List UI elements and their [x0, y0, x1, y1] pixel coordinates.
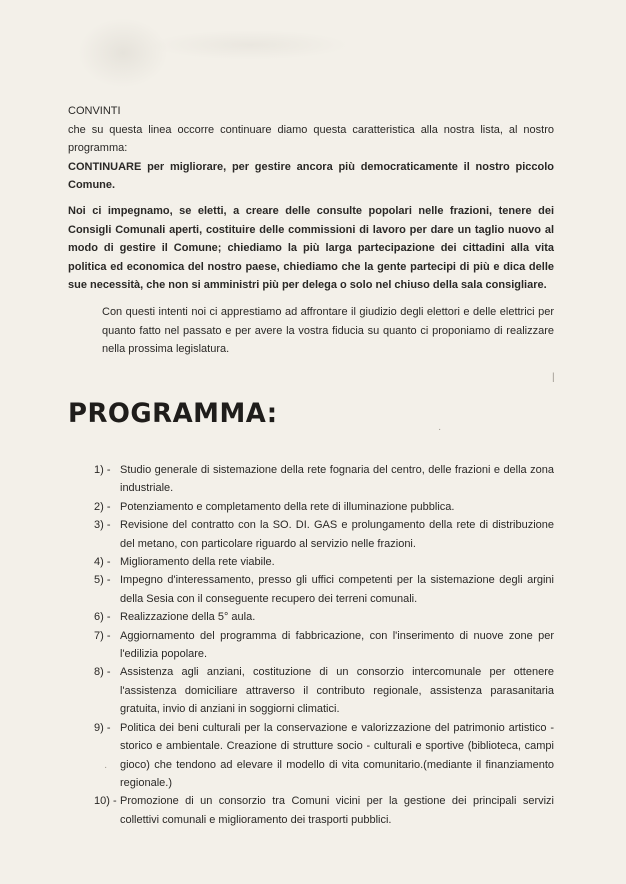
program-item-text: Assistenza agli anziani, costituzione di un consorzio intercomunale per ottenere l'assistenza domiciliare attraverso il contributo regionale, assistenza parasanitaria gratuita, invio di anziani in soggiorni climatici. — [120, 666, 554, 716]
margin-mark: | — [552, 372, 555, 383]
intro-section — [68, 102, 554, 359]
program-item-number: 5) - — [94, 574, 111, 587]
program-item — [94, 516, 554, 553]
program-item-text: Aggiornamento del programma di fabbricazione, con l'inserimento di nuove zone per l'edilizia popolare. — [120, 629, 554, 661]
program-item — [94, 461, 554, 498]
program-item — [94, 627, 554, 664]
program-item-text: Studio generale di sistemazione della rete fognaria del centro, delle frazioni e della zona industriale. — [120, 464, 554, 495]
program-item-number: 1) - — [94, 464, 111, 476]
intro-paragraph-2: CONTINUARE per migliorare, per gestire ancora più democraticamente il nostro piccolo Comune. — [68, 160, 554, 192]
program-item-text: Potenziamento e completamento della rete di illuminazione pubblica. — [120, 500, 455, 513]
program-item-text: Revisione del contratto con la SO. DI. GAS e prolungamento della rete di distribuzione del metano, con particolare riguardo al servizio nelle frazioni. — [120, 519, 554, 550]
program-item-text: Miglioramento della rete viabile. — [120, 556, 275, 569]
program-item — [94, 498, 554, 516]
program-item — [94, 663, 554, 718]
paper-speck: · — [104, 762, 108, 773]
intro-paragraph-4: Con questi intenti noi ci apprestiamo ad affrontare il giudizio degli elettori e delle elettrici per quanto fatto nel passato e per avere la vostra fiducia su quanto ci proponiamo di realizzare nella prossima legislatura. — [102, 305, 554, 356]
program-item-number: 9) - — [94, 721, 111, 734]
program-item-number: 7) - — [94, 629, 111, 642]
program-item-number: 3) - — [94, 519, 111, 532]
paper-speck: · — [438, 424, 442, 435]
program-item — [94, 719, 554, 793]
program-item-number: 2) - — [94, 500, 111, 513]
paper-smudge — [150, 30, 350, 60]
program-item-text: Politica dei beni culturali per la conservazione e valorizzazione del patrimonio artistico - storico e ambientale. Creazione di strutture socio - culturali e sportive (biblioteca, campi gioco) che tendono ad elevare il modello di vita comunitario.(mediante il finanziamento regionale.) — [120, 721, 554, 789]
program-item-text: Impegno d'interessamento, presso gli uffici competenti per la sistemazione degli argini della Sesia con il conseguente recupero dei terreni comunali. — [120, 574, 554, 605]
program-item-text: Realizzazione della 5° aula. — [120, 611, 256, 624]
programma-heading: PROGRAMMA: — [68, 398, 278, 429]
program-item-number: 6) - — [94, 611, 111, 624]
program-item — [94, 792, 554, 829]
program-item-number: 10) - — [94, 795, 117, 808]
program-list — [94, 461, 554, 829]
program-item — [94, 571, 554, 608]
program-item — [94, 553, 554, 571]
program-item-number: 4) - — [94, 556, 111, 569]
convinti-heading: CONVINTI — [68, 105, 121, 117]
program-item-number: 8) - — [94, 666, 111, 679]
intro-paragraph-1: che su questa linea occorre continuare diamo questa caratteristica alla nostra lista, al nostro programma: — [68, 123, 554, 155]
intro-paragraph-3: Noi ci impegnamo, se eletti, a creare delle consulte popolari nelle frazioni, tenere dei Consigli Comunali aperti, costituire delle commissioni di lavoro per dare un taglio nuovo al modo di gestire il Comune; chiediamo la più larga partecipazione dei cittadini alla vita politica ed economica del nostro paese, chiediamo che la gente partecipi di più e dica delle sue necessità, che non si amministri più per delega o solo nel chiuso della sala consigliare. — [68, 204, 554, 292]
program-item — [94, 608, 554, 626]
program-item-text: Promozione di un consorzio tra Comuni vicini per la gestione dei principali servizi collettivi comunali e miglioramento dei trasporti pubblici. — [120, 795, 554, 826]
